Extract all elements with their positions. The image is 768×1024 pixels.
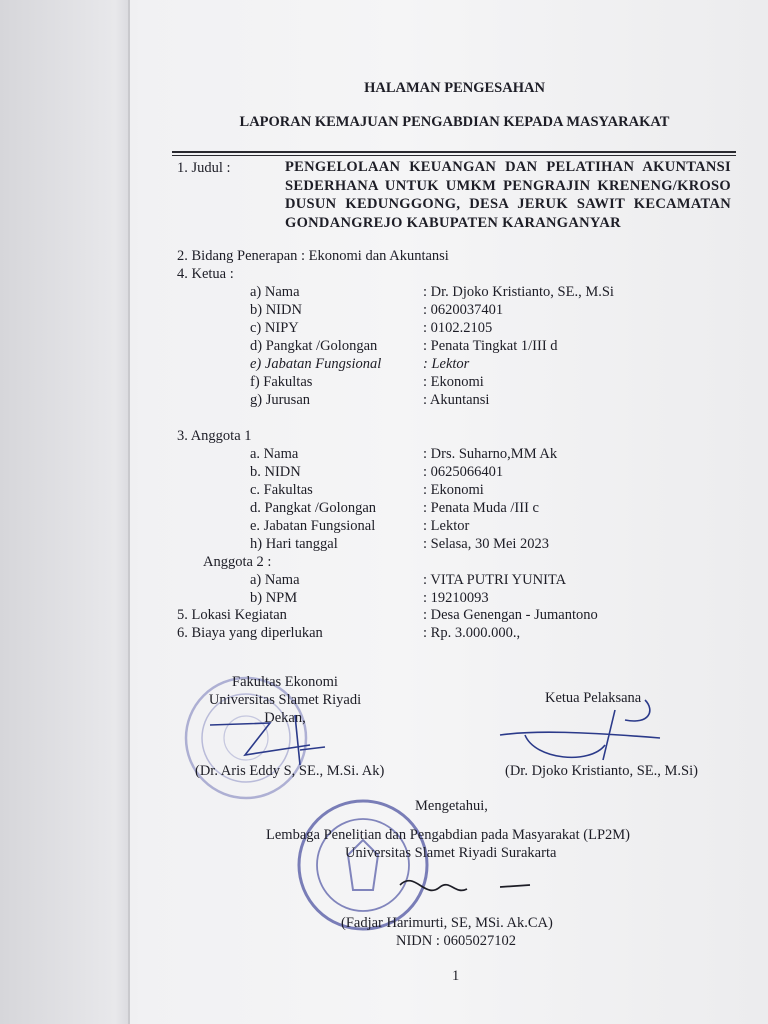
- anggota2-label: a) Nama: [250, 572, 300, 588]
- judul-line: SEDERHANA UNTUK UMKM PENGRAJIN KRENENG/KROSO: [285, 177, 731, 194]
- judul-text: [285, 158, 731, 232]
- mengetahui-label: Mengetahui,: [415, 798, 488, 814]
- anggota1-value: : Lektor: [423, 518, 470, 534]
- ketua-heading: 4. Ketua :: [177, 266, 234, 282]
- anggota2-label: b) NPM: [250, 590, 298, 606]
- dean-title: Dekan,: [264, 710, 306, 726]
- lp2m-institution: Lembaga Penelitian dan Pengabdian pada Masyarakat (LP2M): [266, 827, 630, 843]
- ketua-value: : Akuntansi: [423, 392, 490, 408]
- ketua-label: b) NIDN: [250, 302, 302, 318]
- page-number: 1: [452, 968, 460, 984]
- judul-line: GONDANGREJO KABUPATEN KARANGANYAR: [285, 214, 621, 231]
- ketua-label: a) Nama: [250, 284, 300, 300]
- biaya-label: 6. Biaya yang diperlukan: [177, 625, 323, 641]
- ketua-label: c) NIPY: [250, 320, 299, 336]
- dean-faculty: Fakultas Ekonomi: [232, 674, 338, 690]
- bidang-penerapan: 2. Bidang Penerapan : Ekonomi dan Akuntansi: [177, 248, 449, 264]
- lp2m-university: Universitas Slamet Riyadi Surakarta: [345, 845, 557, 861]
- anggota1-label: e. Jabatan Fungsional: [250, 518, 376, 534]
- anggota1-value: : Penata Muda /III c: [423, 500, 539, 516]
- anggota1-label: h) Hari tanggal: [250, 536, 338, 552]
- anggota2-value: : VITA PUTRI YUNITA: [423, 572, 567, 588]
- lokasi-value: : Desa Genengan - Jumantono: [423, 607, 598, 623]
- anggota1-label: c. Fakultas: [250, 482, 313, 498]
- divider-thick: [172, 151, 736, 153]
- anggota1-label: d. Pangkat /Golongan: [250, 500, 377, 516]
- dean-name: (Dr. Aris Eddy S, SE., M.Si. Ak): [195, 763, 385, 779]
- ketua-value: : 0102.2105: [423, 320, 493, 336]
- lp2m-nidn: NIDN : 0605027102: [396, 933, 517, 949]
- ketua-value: : Ekonomi: [423, 374, 484, 390]
- judul-label: 1. Judul :: [177, 160, 231, 176]
- biaya-value: : Rp. 3.000.000.,: [423, 625, 521, 641]
- ketua-value: : Penata Tingkat 1/III d: [423, 338, 558, 354]
- page-title: HALAMAN PENGESAHAN: [364, 80, 545, 96]
- ketua-label: g) Jurusan: [250, 392, 311, 408]
- ketua-label: d) Pangkat /Golongan: [250, 338, 378, 354]
- binding-line: [128, 0, 130, 1024]
- anggota1-heading: 3. Anggota 1: [177, 428, 252, 444]
- lp2m-signature-icon: [395, 865, 535, 915]
- chair-title: Ketua Pelaksana: [545, 690, 642, 706]
- anggota1-value: : Drs. Suharno,MM Ak: [423, 446, 558, 462]
- binding-shadow: [0, 0, 128, 1024]
- divider-thin: [172, 155, 736, 156]
- page-subtitle: LAPORAN KEMAJUAN PENGABDIAN KEPADA MASYARAKAT: [239, 114, 670, 130]
- ketua-label: f) Fakultas: [250, 374, 313, 390]
- judul-line: DUSUN KEDUNGGONG, DESA JERUK SAWIT KECAMATAN: [285, 196, 731, 212]
- ketua-value: : 0620037401: [423, 302, 504, 318]
- anggota1-label: a. Nama: [250, 446, 299, 462]
- judul-line: PENGELOLAAN KEUANGAN DAN PELATIHAN AKUNTANSI: [285, 159, 731, 175]
- anggota2-heading: Anggota 2 :: [203, 554, 272, 570]
- chair-name: (Dr. Djoko Kristianto, SE., M.Si): [505, 763, 698, 779]
- ketua-label: e) Jabatan Fungsional: [250, 356, 382, 372]
- lokasi-label: 5. Lokasi Kegiatan: [177, 607, 287, 623]
- ketua-value: : Lektor: [423, 356, 470, 372]
- ketua-value: : Dr. Djoko Kristianto, SE., M.Si: [423, 284, 614, 300]
- anggota1-value: : 0625066401: [423, 464, 504, 480]
- anggota1-label: b. NIDN: [250, 464, 301, 480]
- dean-university: Universitas Slamet Riyadi: [208, 692, 362, 708]
- anggota2-value: : 19210093: [423, 590, 489, 606]
- anggota1-value: : Selasa, 30 Mei 2023: [423, 536, 550, 552]
- lp2m-name: (Fadjar Harimurti, SE, MSi. Ak.CA): [341, 915, 553, 931]
- anggota1-value: : Ekonomi: [423, 482, 484, 498]
